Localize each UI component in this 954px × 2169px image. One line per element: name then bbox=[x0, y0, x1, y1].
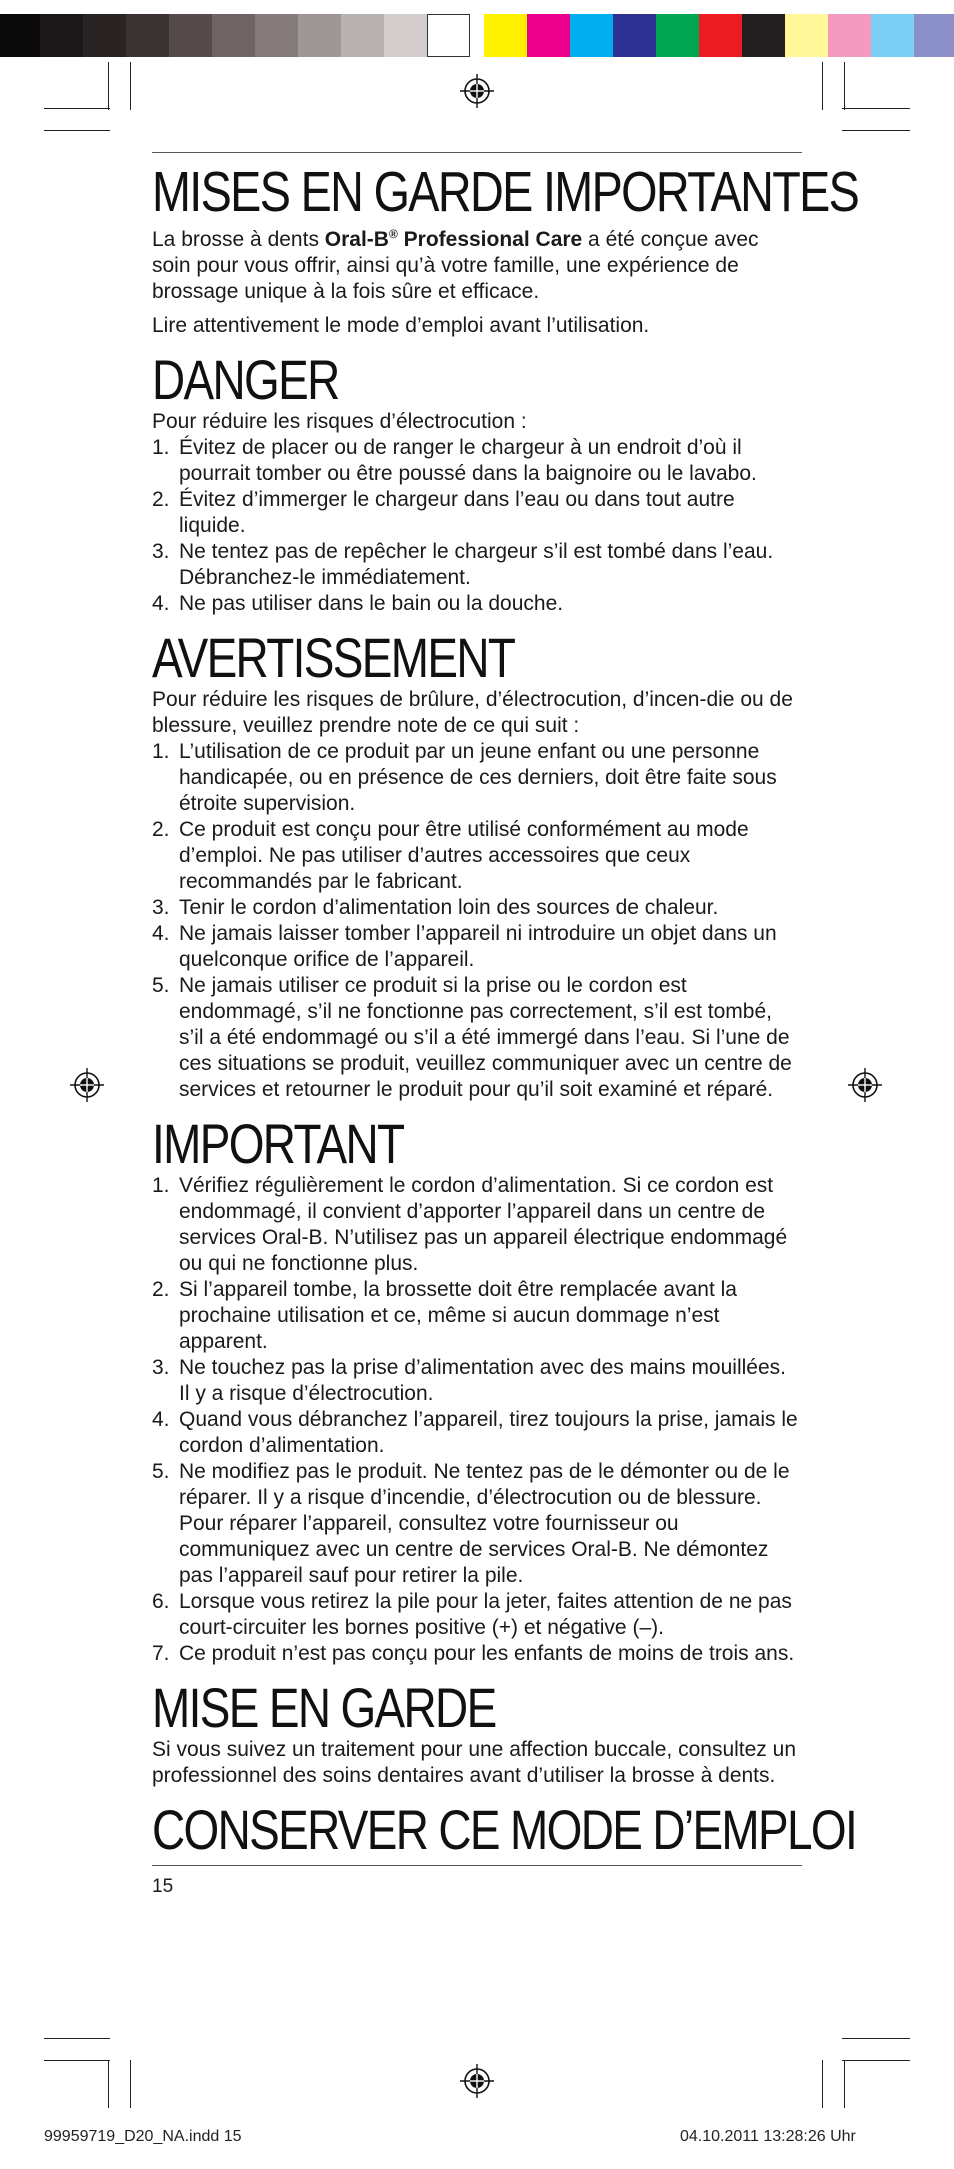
gray-swatch bbox=[126, 14, 169, 57]
crop-mark bbox=[44, 108, 110, 109]
list-item bbox=[152, 817, 802, 895]
gray-swatch bbox=[0, 14, 40, 57]
important-title: IMPORTANT bbox=[152, 1112, 404, 1175]
main-title: MISES EN GARDE IMPORTANTES bbox=[152, 160, 859, 224]
gray-swatch bbox=[83, 14, 126, 57]
danger-section bbox=[152, 348, 802, 617]
list-item-number: 2. bbox=[152, 488, 170, 511]
warning-section bbox=[152, 626, 802, 1103]
list-item-text: Vérifiez régulièrement le cordon d’alimentation. Si ce cordon est endommagé, il convient d’apporter l’appareil dans un centre de services Oral-B. N’utilisez pas un appareil électrique endommagé ou qui ne fonctionne plus. bbox=[179, 1174, 788, 1275]
footer-timestamp: 04.10.2011 13:28:26 Uhr bbox=[680, 2128, 856, 2145]
keep-title: CONSERVER CE MODE D’EMPLOI bbox=[152, 1798, 857, 1861]
intro-suffix: a été conçue avec soin pour vous offrir, ainsi qu’à votre famille, une expérience de brossage unique à la fois sûre et efficace. bbox=[152, 228, 759, 303]
intro-prefix: La brosse à dents bbox=[152, 228, 325, 251]
list-item-number: 5. bbox=[152, 1460, 170, 1483]
color-swatch bbox=[871, 14, 914, 57]
gray-swatch bbox=[40, 14, 83, 57]
list-item-text: Tenir le cordon d’alimentation loin des sources de chaleur. bbox=[179, 896, 719, 919]
list-item-text: Ne touchez pas la prise d’alimentation avec des mains mouillées. Il y a risque d’électrocution. bbox=[179, 1356, 786, 1405]
registration-mark-icon bbox=[460, 74, 494, 108]
list-item-number: 1. bbox=[152, 1174, 170, 1197]
registration-mark-icon bbox=[460, 2064, 494, 2098]
warning-lead: Pour réduire les risques de brûlure, d’électrocution, d’incen-die ou de blessure, veuillez prendre note de ce qui suit : bbox=[152, 688, 793, 737]
list-item-text: Si l’appareil tombe, la brossette doit être remplacée avant la prochaine utilisation et ce, même si aucun dommage n’est apparent. bbox=[179, 1278, 737, 1353]
gray-swatch bbox=[384, 14, 427, 57]
danger-title: DANGER bbox=[152, 348, 339, 411]
page-number: 15 bbox=[152, 1876, 174, 1897]
important-section bbox=[152, 1112, 802, 1667]
caution-title: MISE EN GARDE bbox=[152, 1676, 496, 1739]
crop-mark bbox=[844, 2060, 845, 2108]
color-swatch bbox=[828, 14, 871, 57]
gray-swatch bbox=[341, 14, 384, 57]
intro-paragraph bbox=[152, 221, 802, 305]
keep-section bbox=[152, 1798, 857, 1861]
list-item-text: Lorsque vous retirez la pile pour la jeter, faites attention de ne pas court-circuiter les bornes positive (+) et négative (–). bbox=[179, 1590, 792, 1639]
warning-list bbox=[152, 739, 802, 1103]
gray-swatch bbox=[427, 14, 470, 57]
crop-mark bbox=[822, 62, 823, 110]
list-item-text: Ne modifiez pas le produit. Ne tentez pas de le démonter ou de le réparer. Il y a risque d’incendie, d’électrocution ou de blessure. Pour réparer l’appareil, consultez votre fournisseur ou communiquez avec un centre de services Oral-B. Ne démontez pas l’appareil sauf pour retirer la pile. bbox=[179, 1460, 790, 1587]
important-list bbox=[152, 1173, 802, 1667]
color-swatch bbox=[527, 14, 570, 57]
list-item-text: Ce produit est conçu pour être utilisé conformément au mode d’emploi. Ne pas utiliser d’autres accessoires que ceux recommandés par le fabricant. bbox=[179, 818, 749, 893]
registration-mark-icon bbox=[848, 1068, 882, 1102]
list-item-text: Évitez d’immerger le chargeur dans l’eau ou dans tout autre liquide. bbox=[179, 488, 735, 537]
list-item bbox=[152, 1641, 802, 1667]
list-item-text: Ce produit n’est pas conçu pour les enfants de moins de trois ans. bbox=[179, 1642, 795, 1665]
document-content bbox=[152, 152, 859, 1900]
list-item-text: Ne pas utiliser dans le bain ou la douche. bbox=[179, 592, 564, 615]
crop-mark bbox=[130, 62, 131, 110]
registration-mark-icon bbox=[70, 1068, 104, 1102]
crop-mark bbox=[842, 130, 910, 131]
list-item bbox=[152, 1407, 802, 1459]
list-item-number: 4. bbox=[152, 1408, 170, 1431]
crop-mark bbox=[842, 2060, 910, 2061]
color-swatch bbox=[742, 14, 785, 57]
list-item bbox=[152, 973, 802, 1103]
warning-title: AVERTISSEMENT bbox=[152, 626, 515, 689]
crop-mark bbox=[844, 62, 845, 110]
caution-section bbox=[152, 1676, 802, 1789]
crop-mark bbox=[108, 62, 109, 110]
list-item-number: 4. bbox=[152, 922, 170, 945]
crop-mark bbox=[130, 2060, 131, 2108]
color-swatch bbox=[785, 14, 828, 57]
crop-mark bbox=[822, 2060, 823, 2108]
bottom-rule bbox=[152, 1865, 802, 1866]
danger-list bbox=[152, 435, 802, 617]
list-item bbox=[152, 1277, 802, 1355]
gray-swatch bbox=[298, 14, 341, 57]
product-name: Professional Care bbox=[397, 228, 583, 251]
registered-mark: ® bbox=[388, 227, 398, 241]
gray-swatch bbox=[169, 14, 212, 57]
crop-mark bbox=[44, 130, 110, 131]
list-item bbox=[152, 1173, 802, 1277]
crop-mark bbox=[108, 2060, 109, 2108]
list-item-text: Quand vous débranchez l’appareil, tirez toujours la prise, jamais le cordon d’alimentation. bbox=[179, 1408, 798, 1457]
color-swatch bbox=[914, 14, 954, 57]
list-item bbox=[152, 1459, 802, 1589]
list-item-number: 1. bbox=[152, 436, 170, 459]
top-rule bbox=[152, 152, 802, 153]
brand-name: Oral-B bbox=[324, 228, 389, 251]
list-item bbox=[152, 539, 802, 591]
list-item-number: 7. bbox=[152, 1642, 170, 1665]
list-item-text: Ne jamais utiliser ce produit si la prise ou le cordon est endommagé, s’il ne fonctionne pas correctement, s’il est tombé, s’il a été endommagé ou s’il a été immergé dans l’eau. Si l’une de ces situations se produit, veuillez communiquer avec un centre de services et retourner le produit pour qu’il soit examiné et réparé. bbox=[179, 974, 792, 1101]
gray-swatch bbox=[212, 14, 255, 57]
crop-mark bbox=[842, 108, 910, 109]
list-item-text: L’utilisation de ce produit par un jeune enfant ou une personne handicapée, ou en présence de ces derniers, doit être faite sous étroite supervision. bbox=[179, 740, 777, 815]
color-swatch bbox=[613, 14, 656, 57]
list-item bbox=[152, 591, 802, 617]
crop-mark bbox=[44, 2038, 110, 2039]
color-swatch bbox=[699, 14, 742, 57]
list-item-text: Ne jamais laisser tomber l’appareil ni introduire un objet dans un quelconque orifice de l’appareil. bbox=[179, 922, 777, 971]
read-note: Lire attentivement le mode d’emploi avant l’utilisation. bbox=[152, 314, 650, 337]
list-item bbox=[152, 739, 802, 817]
list-item-number: 2. bbox=[152, 1278, 170, 1301]
danger-lead: Pour réduire les risques d’électrocution : bbox=[152, 410, 527, 433]
list-item bbox=[152, 1589, 802, 1641]
crop-mark bbox=[44, 2060, 110, 2061]
color-swatch bbox=[570, 14, 613, 57]
color-swatch bbox=[484, 14, 527, 57]
list-item-number: 5. bbox=[152, 974, 170, 997]
list-item-number: 1. bbox=[152, 740, 170, 763]
list-item-number: 2. bbox=[152, 818, 170, 841]
list-item-number: 6. bbox=[152, 1590, 170, 1613]
gray-swatch bbox=[255, 14, 298, 57]
list-item bbox=[152, 435, 802, 487]
list-item-text: Évitez de placer ou de ranger le chargeur à un endroit d’où il pourrait tomber ou être poussé dans la baignoire ou le lavabo. bbox=[179, 436, 757, 485]
list-item-number: 3. bbox=[152, 896, 170, 919]
swatch-gap bbox=[470, 14, 484, 57]
list-item bbox=[152, 1355, 802, 1407]
list-item-number: 4. bbox=[152, 592, 170, 615]
footer-file: 99959719_D20_NA.indd 15 bbox=[44, 2128, 242, 2145]
list-item-number: 3. bbox=[152, 540, 170, 563]
list-item bbox=[152, 921, 802, 973]
color-swatch bbox=[656, 14, 699, 57]
color-calibration-bar bbox=[0, 14, 954, 57]
list-item-text: Ne tentez pas de repêcher le chargeur s’il est tombé dans l’eau. Débranchez-le immédiatement. bbox=[179, 540, 774, 589]
list-item bbox=[152, 487, 802, 539]
list-item-number: 3. bbox=[152, 1356, 170, 1379]
crop-mark bbox=[842, 2038, 910, 2039]
list-item bbox=[152, 895, 802, 921]
caution-text: Si vous suivez un traitement pour une affection buccale, consultez un professionnel des soins dentaires avant d’utiliser la brosse à dents. bbox=[152, 1738, 796, 1787]
